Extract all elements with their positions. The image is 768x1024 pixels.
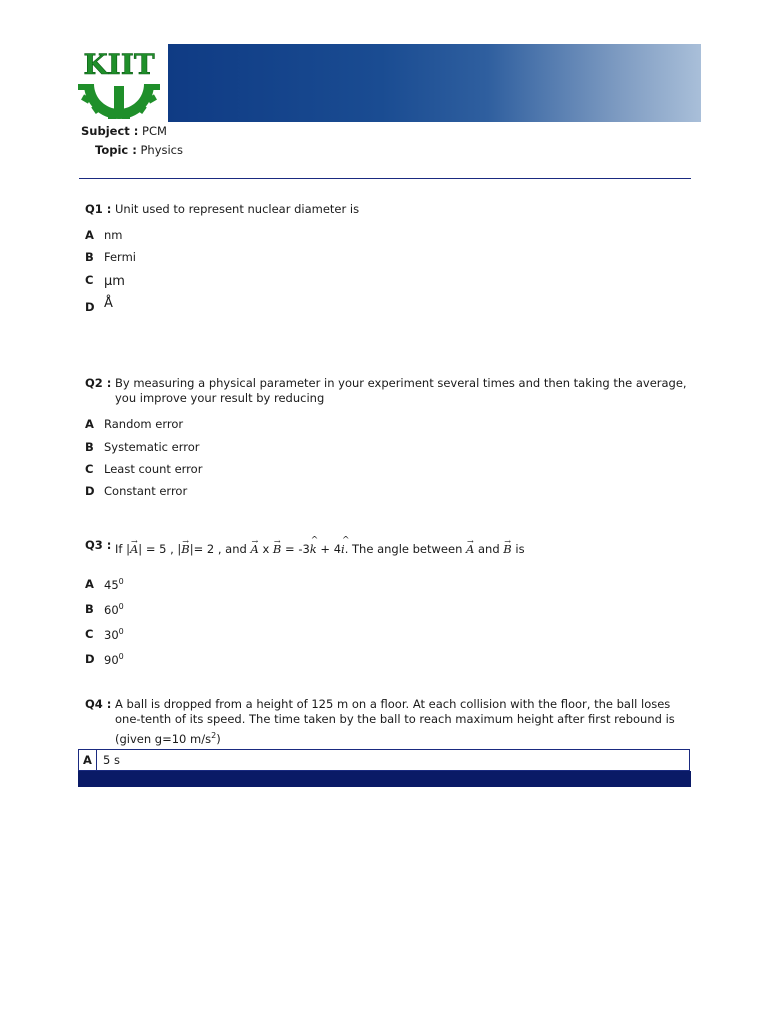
question-text-line2: one-tenth of its speed. The time taken by the ball to reach maximum height after first rebound is: [115, 712, 675, 726]
vector-b: → B: [181, 542, 189, 557]
topic-line: [95, 143, 183, 157]
option-letter: A: [85, 577, 94, 591]
option-footer-bar: [78, 771, 691, 787]
topic-label: Topic :: [95, 143, 137, 157]
logo-text: KIIT: [83, 48, 155, 81]
option-divider: [96, 749, 97, 771]
vector-b: → B: [503, 542, 511, 557]
topic-value: Physics: [140, 143, 183, 157]
option-text: Random error: [104, 417, 184, 431]
option-text: µm: [104, 274, 125, 289]
vector-a: → A: [250, 542, 258, 557]
option-text: Least count error: [104, 462, 203, 476]
option-text: Constant error: [104, 484, 188, 498]
question-label: Q2 :: [85, 376, 112, 390]
option-text: Systematic error: [104, 440, 200, 454]
divider: [79, 178, 691, 179]
vector-b: → B: [273, 542, 281, 557]
subject-value: PCM: [142, 124, 167, 138]
question-label: Q3 :: [85, 538, 112, 552]
question-text-line1: A ball is dropped from a height of 125 m on a floor. At each collision with the floor, the ball loses: [115, 697, 671, 711]
option-letter: C: [85, 273, 94, 287]
question-text: Unit used to represent nuclear diameter is: [115, 202, 360, 216]
option-text: 5 s: [103, 753, 120, 767]
option-text: Å: [104, 296, 113, 311]
kiit-logo: [70, 44, 168, 122]
option-text: $90^0$: [104, 652, 124, 667]
header-banner: [168, 44, 701, 122]
question-text-line1: By measuring a physical parameter in your experiment several times and then taking the average,: [115, 376, 687, 390]
option-text: Fermi: [104, 250, 136, 264]
option-letter: D: [85, 652, 95, 666]
option-letter: A: [83, 753, 92, 767]
option-letter: D: [85, 300, 95, 314]
option-row: [78, 749, 690, 771]
option-letter: A: [85, 228, 94, 242]
option-text: $45^0$: [104, 577, 124, 592]
question-text-line2: you improve your result by reducing: [115, 391, 325, 405]
question-label: Q4 :: [85, 697, 112, 711]
unit-vector-k: ^ k: [310, 542, 317, 557]
question-text: If |→ A| = 5 , |→ B|= 2 , and → A x → B = -3^ k + 4^ i. The angle between → A and → B is: [115, 542, 525, 557]
option-letter: D: [85, 484, 95, 498]
subject-line: [81, 124, 167, 138]
option-text: nm: [104, 228, 123, 242]
question-label: Q1 :: [85, 202, 112, 216]
question-text-line3: (given g=10 $m/s^2$): [115, 731, 221, 746]
vector-a: → A: [130, 542, 138, 557]
option-letter: C: [85, 627, 94, 641]
option-text: $30^0$: [104, 627, 124, 642]
vector-a: → A: [466, 542, 474, 557]
unit-vector-i: ^ i: [341, 542, 345, 557]
option-letter: B: [85, 440, 94, 454]
option-letter: C: [85, 462, 94, 476]
subject-label: Subject :: [81, 124, 139, 138]
option-letter: A: [85, 417, 94, 431]
option-letter: B: [85, 250, 94, 264]
option-text: $60^0$: [104, 602, 124, 617]
option-letter: B: [85, 602, 94, 616]
